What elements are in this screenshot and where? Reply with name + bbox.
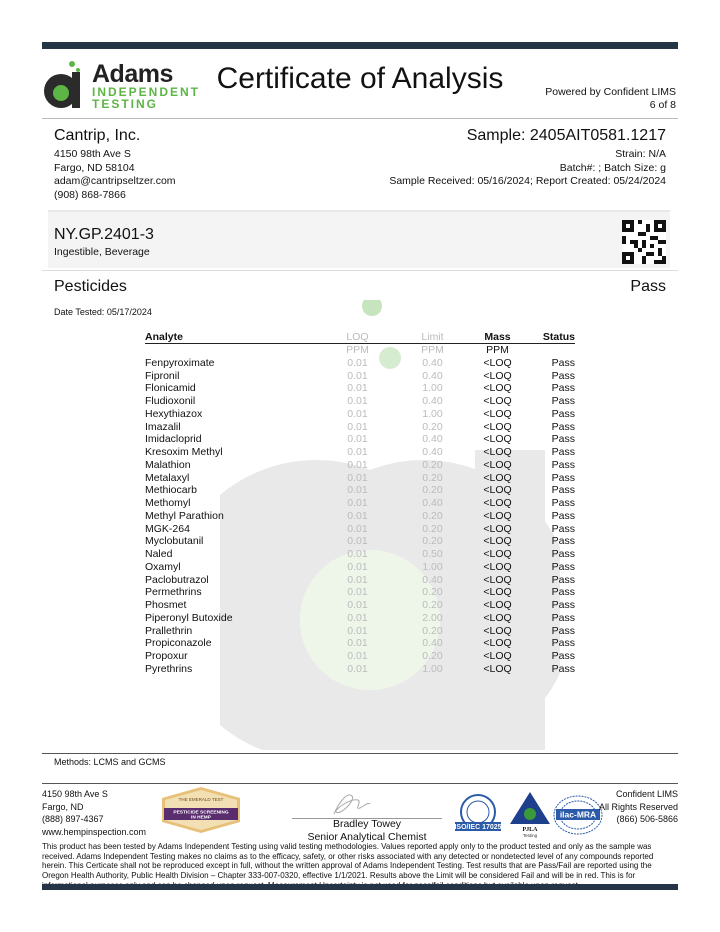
cell-status: Pass xyxy=(551,484,575,497)
qr-code-icon xyxy=(622,220,666,264)
cell-analyte: Methyl Parathion xyxy=(145,509,224,522)
table-row xyxy=(145,523,575,536)
date-tested: Date Tested: 05/17/2024 xyxy=(54,307,152,317)
units-row xyxy=(145,344,575,357)
cell-limit: 0.40 xyxy=(422,637,443,650)
cell-limit: 0.20 xyxy=(422,458,443,471)
cell-limit: 1.00 xyxy=(422,560,443,573)
cell-status: Pass xyxy=(551,586,575,599)
cell-loq: 0.01 xyxy=(347,548,368,560)
footer-address xyxy=(42,788,146,838)
cell-limit: 1.00 xyxy=(422,662,443,675)
cell-limit: 0.20 xyxy=(422,650,443,662)
cell-loq: 0.01 xyxy=(347,395,368,407)
cell-status: Pass xyxy=(551,535,575,548)
cell-limit: 0.20 xyxy=(422,535,443,548)
cell-status: Pass xyxy=(551,369,575,382)
product-name: NY.GP.2401-3 xyxy=(54,226,154,243)
cell-loq: 0.01 xyxy=(347,560,368,573)
cell-mass: <LOQ xyxy=(483,395,512,407)
cell-mass: <LOQ xyxy=(483,650,512,662)
client-info xyxy=(54,126,176,202)
cell-loq: 0.01 xyxy=(347,497,368,509)
section-result: Pass xyxy=(630,278,666,295)
signature-icon xyxy=(300,790,460,820)
header-loq: LOQ xyxy=(320,331,395,344)
cell-mass: <LOQ xyxy=(483,369,512,382)
table-row xyxy=(145,421,575,434)
cell-mass: <LOQ xyxy=(483,662,512,675)
cell-status: Pass xyxy=(551,458,575,471)
cert-ilac-text: ilac-MRA xyxy=(559,809,597,820)
cell-mass: <LOQ xyxy=(483,573,512,586)
cell-status: Pass xyxy=(551,382,575,395)
cell-limit: 0.20 xyxy=(422,599,443,611)
table-row xyxy=(145,612,575,625)
cell-mass: <LOQ xyxy=(483,471,512,484)
table-row xyxy=(145,357,575,370)
cell-loq: 0.01 xyxy=(347,382,368,395)
client-address1: 4150 98th Ave S xyxy=(54,148,131,160)
cell-mass: <LOQ xyxy=(483,548,512,560)
cell-status: Pass xyxy=(551,497,575,509)
cell-limit: 0.40 xyxy=(422,446,443,458)
cell-analyte: Pyrethrins xyxy=(145,662,193,675)
cell-loq: 0.01 xyxy=(347,356,368,369)
cell-loq: 0.01 xyxy=(347,662,368,675)
cell-mass: <LOQ xyxy=(483,586,512,599)
powered-by-text: Powered by Confident LIMS xyxy=(545,86,676,98)
cell-analyte: Fenpyroximate xyxy=(145,356,215,369)
cell-status: Pass xyxy=(551,624,575,637)
signer-name: Bradley Towey xyxy=(332,818,402,830)
table-row xyxy=(145,650,575,663)
cell-loq: 0.01 xyxy=(347,458,368,471)
cell-analyte: Prallethrin xyxy=(145,624,193,637)
badge-line2: PESTICIDE SCREENING xyxy=(173,810,229,816)
cell-mass: <LOQ xyxy=(483,560,512,573)
table-row xyxy=(145,574,575,587)
cell-status: Pass xyxy=(551,407,575,420)
cell-status: Pass xyxy=(551,560,575,573)
cell-analyte: Imidacloprid xyxy=(145,433,202,446)
flask-logo-icon xyxy=(42,60,86,110)
sample-batch: Batch#: ; Batch Size: g xyxy=(559,161,666,174)
signer-title: Senior Analytical Chemist xyxy=(307,831,427,843)
cell-loq: 0.01 xyxy=(347,637,368,650)
client-phone: (908) 868-7866 xyxy=(54,188,126,201)
cell-mass: <LOQ xyxy=(483,446,512,458)
cell-loq: 0.01 xyxy=(347,586,368,599)
methods: Methods: LCMS and GCMS xyxy=(54,757,166,767)
emerald-test-badge-icon xyxy=(160,786,242,834)
cert-pjla-sub: Testing xyxy=(522,833,538,838)
top-bar xyxy=(42,42,678,49)
cell-limit: 0.20 xyxy=(422,509,443,522)
cell-analyte: Propiconazole xyxy=(145,637,212,650)
table-row xyxy=(145,663,575,676)
product-info xyxy=(54,225,154,259)
cell-status: Pass xyxy=(551,650,575,662)
cell-loq: 0.01 xyxy=(347,471,368,484)
logo-name: Adams xyxy=(92,60,173,88)
cert-iso-text: ISO/IEC 17025 xyxy=(454,824,502,831)
cell-mass: <LOQ xyxy=(483,382,512,395)
table-row xyxy=(145,535,575,548)
sample-id: Sample: 2405AIT0581.1217 xyxy=(466,127,666,144)
cell-mass: <LOQ xyxy=(483,535,512,548)
cell-status: Pass xyxy=(551,548,575,560)
cell-loq: 0.01 xyxy=(347,573,368,586)
footer-website: www.hempinspection.com xyxy=(42,826,147,837)
cell-limit: 0.40 xyxy=(422,356,443,369)
header-limit: Limit xyxy=(395,331,470,344)
cell-mass: <LOQ xyxy=(483,484,512,497)
footer-lims-phone: (866) 506-5866 xyxy=(616,814,678,824)
table-row xyxy=(145,625,575,638)
cell-mass: <LOQ xyxy=(483,433,512,446)
badge-line3: IN HEMP xyxy=(191,815,211,821)
cell-limit: 1.00 xyxy=(422,382,443,395)
cell-limit: 0.40 xyxy=(422,497,443,509)
cell-loq: 0.01 xyxy=(347,522,368,535)
cell-analyte: MGK-264 xyxy=(145,522,190,535)
cell-status: Pass xyxy=(551,611,575,624)
footer-divider xyxy=(42,783,678,784)
header-mass: Mass xyxy=(470,331,525,344)
cell-analyte: Fludioxonil xyxy=(145,395,196,407)
cell-limit: 0.40 xyxy=(422,369,443,382)
footer-address1: 4150 98th Ave S xyxy=(42,789,108,799)
footer-lims xyxy=(599,788,678,826)
footer-phone: (888) 897-4367 xyxy=(42,814,104,824)
cell-mass: <LOQ xyxy=(483,509,512,522)
cell-analyte: Hexythiazox xyxy=(145,407,203,420)
table-row xyxy=(145,446,575,459)
cell-status: Pass xyxy=(551,522,575,535)
cell-analyte: Flonicamid xyxy=(145,382,196,395)
table-row xyxy=(145,484,575,497)
cell-limit: 1.00 xyxy=(422,407,443,420)
sample-dates: Sample Received: 05/16/2024; Report Created: 05/24/2024 xyxy=(389,175,666,187)
unit-limit: PPM xyxy=(421,344,444,356)
product-divider xyxy=(42,270,678,271)
table-row xyxy=(145,472,575,485)
cell-analyte: Imazalil xyxy=(145,420,181,433)
table-row xyxy=(145,395,575,408)
cell-loq: 0.01 xyxy=(347,611,368,624)
table-row xyxy=(145,637,575,650)
cell-status: Pass xyxy=(551,446,575,458)
cell-loq: 0.01 xyxy=(347,407,368,420)
cell-mass: <LOQ xyxy=(483,407,512,420)
table-row xyxy=(145,408,575,421)
footer-address2: Fargo, ND xyxy=(42,801,84,812)
cell-mass: <LOQ xyxy=(483,624,512,637)
cell-loq: 0.01 xyxy=(347,420,368,433)
header-divider xyxy=(42,118,678,119)
ilac-mra-icon xyxy=(552,794,604,836)
cell-analyte: Metalaxyl xyxy=(145,471,190,484)
product-type: Ingestible, Beverage xyxy=(54,246,150,258)
logo-sub1: INDEPENDENT xyxy=(92,85,201,99)
cell-loq: 0.01 xyxy=(347,433,368,446)
cell-analyte: Malathion xyxy=(145,458,191,471)
cell-status: Pass xyxy=(551,356,575,369)
disclaimer: This product has been tested by Adams Independent Testing using valid testing methodologies. Values reported apply only to the product tested and only as the sample was received. Adams Independent Testing makes no claims as to the efficacy, safety, or other risks associated with any detected or nondetected level of any compounds reported herein. This Certicate shall not be reproduced except in full, without the written approval of Adams Independent Testing. Test results that are Pass/Fail are reported using the Oregon Health Authority, Public Health Division – Chapter 333-007-0320, effective 1/1/2021. Results above the Limit will be considered Fail and will be in red. This is for xyxy=(42,842,654,881)
cell-analyte: Fipronil xyxy=(145,369,180,382)
cell-limit: 0.20 xyxy=(422,624,443,637)
unit-mass: PPM xyxy=(486,344,509,356)
cell-mass: <LOQ xyxy=(483,356,512,369)
client-address2: Fargo, ND 58104 xyxy=(54,161,135,174)
cell-analyte: Naled xyxy=(145,548,173,560)
cell-analyte: Myclobutanil xyxy=(145,535,204,548)
cell-status: Pass xyxy=(551,509,575,522)
badge-line1: THE EMERALD TEST xyxy=(178,797,224,802)
cert-pjla-text: PJLA xyxy=(522,827,538,833)
cell-loq: 0.01 xyxy=(347,446,368,458)
cell-loq: 0.01 xyxy=(347,484,368,497)
table-row xyxy=(145,586,575,599)
cell-analyte: Kresoxim Methyl xyxy=(145,446,223,458)
logo-sub2: TESTING xyxy=(92,97,159,111)
bottom-bar xyxy=(42,884,678,890)
cell-analyte: Permethrins xyxy=(145,586,202,599)
client-email: adam@cantripseltzer.com xyxy=(54,175,176,187)
cell-status: Pass xyxy=(551,637,575,650)
table-header-row xyxy=(145,331,575,344)
page-title: Certificate of Analysis xyxy=(216,62,504,95)
cell-limit: 0.20 xyxy=(422,522,443,535)
cell-mass: <LOQ xyxy=(483,497,512,509)
cell-limit: 2.00 xyxy=(422,611,443,624)
page-number: 6 of 8 xyxy=(649,99,676,111)
pesticides-table xyxy=(145,331,575,676)
iso-accreditation-icon xyxy=(453,792,503,838)
cell-limit: 0.40 xyxy=(422,433,443,446)
cell-status: Pass xyxy=(551,599,575,611)
cell-status: Pass xyxy=(551,573,575,586)
unit-loq: PPM xyxy=(346,344,369,356)
adams-logo xyxy=(42,56,202,112)
cell-analyte: Phosmet xyxy=(145,599,187,611)
table-row xyxy=(145,433,575,446)
cell-loq: 0.01 xyxy=(347,650,368,662)
section-title: Pesticides xyxy=(54,278,127,295)
cell-limit: 0.20 xyxy=(422,471,443,484)
methods-divider xyxy=(42,753,678,754)
cell-limit: 0.40 xyxy=(422,573,443,586)
cell-loq: 0.01 xyxy=(347,624,368,637)
table-row xyxy=(145,382,575,395)
cell-mass: <LOQ xyxy=(483,458,512,471)
powered-by xyxy=(545,86,676,112)
table-row xyxy=(145,459,575,472)
cell-mass: <LOQ xyxy=(483,599,512,611)
pjla-accreditation-icon xyxy=(508,790,552,838)
table-row xyxy=(145,370,575,383)
cell-limit: 0.20 xyxy=(422,420,443,433)
footer-lims-name: Confident LIMS xyxy=(615,789,678,799)
table-row xyxy=(145,561,575,574)
cell-status: Pass xyxy=(551,662,575,675)
cell-loq: 0.01 xyxy=(347,599,368,611)
cell-analyte: Paclobutrazol xyxy=(145,573,209,586)
cell-analyte: Methomyl xyxy=(145,497,191,509)
table-row xyxy=(145,510,575,523)
sample-info xyxy=(389,126,666,189)
cell-mass: <LOQ xyxy=(483,637,512,650)
cell-limit: 0.20 xyxy=(422,586,443,599)
table-row xyxy=(145,599,575,612)
cell-loq: 0.01 xyxy=(347,535,368,548)
cell-limit: 0.40 xyxy=(422,395,443,407)
cell-status: Pass xyxy=(551,395,575,407)
sample-strain: Strain: N/A xyxy=(615,148,666,160)
header-analyte: Analyte xyxy=(145,331,320,344)
cell-analyte: Piperonyl Butoxide xyxy=(145,611,233,624)
client-name: Cantrip, Inc. xyxy=(54,127,141,144)
cell-limit: 0.20 xyxy=(422,484,443,497)
table-row xyxy=(145,497,575,510)
cell-status: Pass xyxy=(551,433,575,446)
cell-analyte: Propoxur xyxy=(145,650,188,662)
cell-loq: 0.01 xyxy=(347,509,368,522)
cell-status: Pass xyxy=(551,471,575,484)
cell-mass: <LOQ xyxy=(483,522,512,535)
cell-analyte: Methiocarb xyxy=(145,484,197,497)
table-row xyxy=(145,548,575,561)
cell-status: Pass xyxy=(551,420,575,433)
header-status: Status xyxy=(525,331,575,344)
cell-analyte: Oxamyl xyxy=(145,560,181,573)
footer-rights: All Rights Reserved xyxy=(598,801,678,812)
cell-mass: <LOQ xyxy=(483,420,512,433)
cell-loq: 0.01 xyxy=(347,369,368,382)
cell-mass: <LOQ xyxy=(483,611,512,624)
cell-limit: 0.50 xyxy=(422,548,443,560)
